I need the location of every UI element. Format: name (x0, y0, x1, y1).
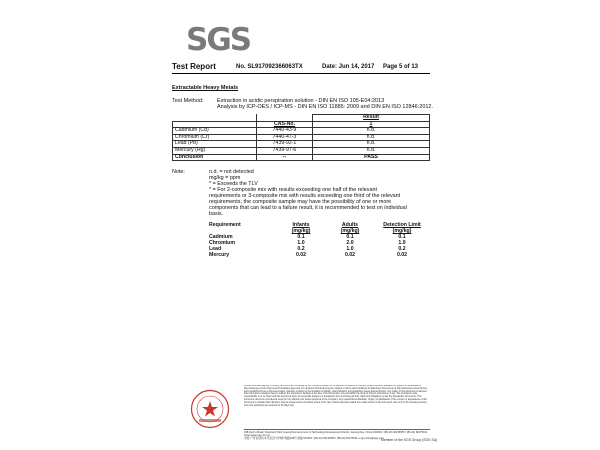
result-value: n.d. (313, 128, 430, 135)
units-cell: (mg/kg) (392, 228, 412, 234)
note-line: requirements, the composite sample may have the possibility of one or more (209, 199, 392, 205)
member-note: Member of the SGS Group (SGS SA) (381, 438, 438, 442)
infants-limit: 0.1 (297, 234, 305, 240)
result-value: n.d. (313, 134, 430, 141)
cas-number: 7440-47-3 (257, 134, 313, 141)
infants-header: Infants (292, 222, 310, 228)
note-line: * = For 2-composite mix with results exceeding one half of the relevant (209, 187, 377, 193)
table-row (173, 128, 430, 135)
analyte-name: Lead (Pb) (173, 141, 257, 148)
report-number: No. SL917092366063TX (236, 64, 303, 70)
sample-header: 1 (313, 121, 430, 128)
table-row (209, 252, 431, 258)
header-divider (172, 73, 430, 74)
test-method-label: Test Method: (172, 98, 204, 104)
units-cell: (mg/kg) (291, 228, 311, 234)
conclusion-row (173, 154, 430, 161)
note-line: requirements or 3-composite mix with results exceeding one third of the relevant (209, 193, 401, 199)
page-number: Page 5 of 13 (383, 64, 419, 70)
detection-limit-header: Detection Limit (383, 222, 421, 228)
table-row (173, 147, 430, 154)
detection-limit: 0.02 (396, 252, 408, 258)
detection-limit: 0.1 (398, 234, 406, 240)
requirement-header: Requirement (209, 222, 241, 228)
sgs-logo: SGS (186, 22, 251, 58)
result-value: n.d. (313, 147, 430, 154)
cas-number: 7439-97-6 (257, 147, 313, 154)
conclusion-cas: -- (257, 154, 313, 161)
test-method-line: Analysis by ICP-OES / ICP-MS - DIN EN ISO 11885: 2009 and DIN EN ISO 12846:2012. (217, 104, 434, 110)
units-cell: (mg/kg) (340, 228, 360, 234)
note-label: Note: (172, 169, 185, 175)
requirement-name: Chromium (209, 240, 235, 246)
result-value: n.d. (313, 141, 430, 148)
cas-number: 7440-43-9 (257, 128, 313, 135)
table-row (173, 134, 430, 141)
infants-limit: 1.0 (297, 240, 305, 246)
adults-header: Adults (341, 222, 359, 228)
results-table (172, 114, 430, 161)
infants-limit: 0.02 (295, 252, 307, 258)
limits-table (209, 222, 431, 258)
table-header-row (173, 121, 430, 128)
table-header-row (173, 115, 430, 122)
cas-number: 7439-92-1 (257, 141, 313, 148)
table-row (173, 141, 430, 148)
detection-limit: 0.2 (398, 246, 406, 252)
section-title: Extractable Heavy Metals (172, 85, 239, 91)
result-header: Result (313, 115, 430, 122)
cas-header: CAS-No. (257, 121, 313, 128)
empty-header-cell (173, 115, 257, 122)
conclusion-label: Conclusion (173, 154, 257, 161)
requirement-name: Mercury (209, 252, 230, 258)
analyte-name: Mercury (Hg) (173, 147, 257, 154)
analyte-name: Cadmium (Cd) (173, 128, 257, 135)
note-line: basis. (209, 211, 224, 217)
note-line: mg/kg = ppm (209, 175, 241, 181)
requirement-name: Lead (209, 246, 222, 252)
address-english: 198 Kezhu Road, Scientech Park Guangzhou Economic & Technology Development District, Guangzhou, China 510663 t (86-20) 82155555 f (86-20) 82075191 www.sgsgroup.com.cn (244, 431, 428, 438)
detection-limit: 1.0 (398, 240, 406, 246)
note-line: components that can lead to a failure result, it is recommended to test on individual (209, 205, 407, 211)
requirement-name: Cadmium (209, 234, 233, 240)
adults-limit: 0.02 (344, 252, 356, 258)
adults-limit: 2.0 (346, 240, 354, 246)
conclusion-result: PASS (313, 154, 430, 161)
note-line: n.d. = not detected (209, 169, 254, 175)
address-chinese: 中国·广州·经济技术开发区科学城科珠路198号 邮编:510663 t (86-20) 82155555 f (86-20) 82075191 e sgs.china@sgs.com (244, 437, 384, 441)
test-method-line: Extraction in acidic perspiration solution - DIN EN ISO 105-E04:2013 (217, 98, 385, 104)
adults-limit: 1.0 (346, 246, 354, 252)
footer-divider (244, 429, 430, 430)
legal-disclaimer: Unless otherwise agreed in writing, this document is issued by the Company subject to its General Conditions of Service printed overleaf, available on request or accessible at http://www.sgs.com/en/Terms-and-Conditions.aspx and, for electronic format documents, subject to Terms and Conditions for Electronic Documents at http://www.sgs.com/en/Terms-and-Conditions/Terms-e-Document.aspx. Attention is drawn to the limitation of liability, indemnification and jurisdiction issues defined therein. Any holder of this document is advised that information contained hereon reflects the Company's findings at the time of its intervention only and within the limits of Client's instructions, if any. The Company's sole responsibility is to its Client and this document does not exonerate parties to a transaction from exercising all their rights and obligations under the transaction documents. This document cannot be reproduced except in full, without prior written approval of the Company. Any unauthorized alteration, forgery or falsification of the content or appearance of this document is unlawful and offenders may be prosecuted to the fullest extent of the law. Unless otherwise stated the results shown in this test report refer only to the sample(s) tested and such sample(s) are retained for 30 days only. (244, 385, 428, 407)
analyte-name: Chromium (Cr) (173, 134, 257, 141)
adults-limit: 0.1 (346, 234, 354, 240)
infants-limit: 0.2 (297, 246, 305, 252)
report-date: Date: Jun 14, 2017 (322, 64, 375, 70)
company-stamp-icon (190, 389, 230, 429)
report-title: Test Report (172, 62, 216, 71)
note-line: * = Exceeds the TLV (209, 181, 258, 187)
